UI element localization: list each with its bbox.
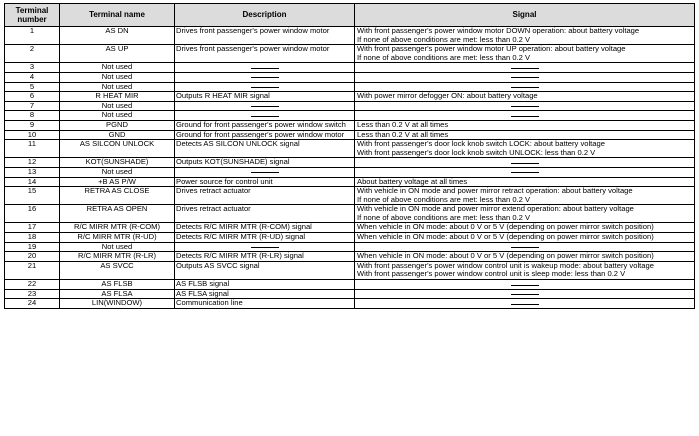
dash-mark: [511, 304, 539, 305]
table-row: [5, 130, 695, 140]
description-cell: Drives retract actuator: [175, 205, 355, 223]
signal-cell-empty: [355, 299, 695, 309]
table-row: [5, 205, 695, 223]
signal-cell: [355, 140, 695, 158]
signal-cell-empty: [355, 158, 695, 168]
table-row: [5, 299, 695, 309]
description-cell: AS FLSB signal: [175, 280, 355, 290]
signal-cell: [355, 205, 695, 223]
description-cell-empty: [175, 82, 355, 92]
terminal-number-cell: 9: [5, 120, 60, 130]
signal-line: With front passenger's power window motor UP operation: about battery voltage: [357, 44, 626, 54]
signal-line: With front passenger's power window motor DOWN operation: about battery voltage: [357, 26, 640, 35]
terminal-name-cell: +B AS P/W: [60, 177, 175, 187]
signal-cell: [355, 45, 695, 63]
signal-line: Less than 0.2 V at all times: [357, 130, 449, 139]
description-cell-empty: [175, 72, 355, 82]
description-cell: Ground for front passenger's power window motor: [175, 130, 355, 140]
terminal-number-cell: 8: [5, 111, 60, 121]
dash-mark: [251, 116, 279, 117]
signal-cell-empty: [355, 111, 695, 121]
dash-mark: [511, 77, 539, 78]
description-cell: Outputs R HEAT MIR signal: [175, 92, 355, 102]
signal-line: If none of above conditions are met: less than 0.2 V: [357, 212, 531, 222]
table-row: [5, 92, 695, 102]
signal-line: About battery voltage at all times: [357, 177, 468, 186]
dash-mark: [511, 163, 539, 164]
header-terminal-number: Terminal number: [5, 4, 60, 27]
signal-cell: [355, 223, 695, 233]
dash-mark: [511, 106, 539, 107]
signal-line: If none of above conditions are met: less than 0.2 V: [357, 52, 531, 62]
terminal-name-cell: R/C MIRR MTR (R-COM): [60, 223, 175, 233]
table-row: [5, 72, 695, 82]
terminal-name-cell: R/C MIRR MTR (R-UD): [60, 233, 175, 243]
terminal-name-cell: RETRA AS OPEN: [60, 205, 175, 223]
signal-cell: [355, 187, 695, 205]
description-cell: Ground for front passenger's power window switch: [175, 120, 355, 130]
description-cell: Detects R/C MIRR MTR (R-UD) signal: [175, 233, 355, 243]
signal-cell: [355, 120, 695, 130]
terminal-number-cell: 4: [5, 72, 60, 82]
terminal-number-cell: 18: [5, 233, 60, 243]
table-row: [5, 280, 695, 290]
description-cell: Detects R/C MIRR MTR (R-COM) signal: [175, 223, 355, 233]
terminal-name-cell: AS UP: [60, 45, 175, 63]
terminal-name-cell: KOT(SUNSHADE): [60, 158, 175, 168]
description-cell: Drives front passenger's power window motor: [175, 27, 355, 45]
dash-mark: [511, 68, 539, 69]
signal-line: With front passenger's door lock knob switch UNLOCK: less than 0.2 V: [357, 147, 596, 157]
dash-mark: [251, 172, 279, 173]
terminal-number-cell: 7: [5, 101, 60, 111]
terminal-table: [4, 3, 695, 309]
signal-line: With vehicle in ON mode and power mirror extend operation: about battery voltage: [357, 204, 634, 214]
header-description: Description: [175, 4, 355, 27]
terminal-name-cell: R/C MIRR MTR (R-LR): [60, 252, 175, 262]
terminal-name-cell: Not used: [60, 82, 175, 92]
terminal-number-cell: 24: [5, 299, 60, 309]
table-row: [5, 158, 695, 168]
signal-cell: [355, 252, 695, 262]
terminal-number-cell: 16: [5, 205, 60, 223]
signal-line: With front passenger's power window control unit is sleep mode: less than 0.2 V: [357, 269, 626, 279]
terminal-number-cell: 13: [5, 167, 60, 177]
dash-mark: [251, 247, 279, 248]
terminal-name-cell: Not used: [60, 242, 175, 252]
header-signal: Signal: [355, 4, 695, 27]
terminal-number-cell: 15: [5, 187, 60, 205]
terminal-number-cell: 14: [5, 177, 60, 187]
table-row: [5, 140, 695, 158]
signal-cell-empty: [355, 280, 695, 290]
signal-line: Less than 0.2 V at all times: [357, 120, 449, 129]
table-row: [5, 63, 695, 73]
table-row: [5, 289, 695, 299]
description-cell: Detects R/C MIRR MTR (R-LR) signal: [175, 252, 355, 262]
description-cell-empty: [175, 63, 355, 73]
dash-mark: [511, 172, 539, 173]
terminal-name-cell: AS FLSB: [60, 280, 175, 290]
table-row: [5, 45, 695, 63]
terminal-number-cell: 1: [5, 27, 60, 45]
signal-line: When vehicle in ON mode: about 0 V or 5 V (depending on power mirror switch position): [357, 232, 654, 242]
terminal-number-cell: 10: [5, 130, 60, 140]
dash-mark: [511, 87, 539, 88]
description-cell: Power source for control unit: [175, 177, 355, 187]
terminal-number-cell: 19: [5, 242, 60, 252]
dash-mark: [251, 87, 279, 88]
description-cell-empty: [175, 242, 355, 252]
description-cell: Outputs AS SVCC signal: [175, 261, 355, 279]
signal-line: When vehicle in ON mode: about 0 V or 5 V (depending on power mirror switch position): [357, 251, 654, 261]
terminal-number-cell: 22: [5, 280, 60, 290]
table-row: [5, 223, 695, 233]
terminal-name-cell: AS DN: [60, 27, 175, 45]
terminal-name-cell: RETRA AS CLOSE: [60, 187, 175, 205]
terminal-name-cell: AS SILCON UNLOCK: [60, 140, 175, 158]
terminal-name-cell: AS SVCC: [60, 261, 175, 279]
dash-mark: [511, 294, 539, 295]
terminal-number-cell: 12: [5, 158, 60, 168]
table-row: [5, 101, 695, 111]
terminal-name-cell: Not used: [60, 101, 175, 111]
terminal-name-cell: Not used: [60, 72, 175, 82]
table-row: [5, 167, 695, 177]
terminal-number-cell: 11: [5, 140, 60, 158]
terminal-name-cell: GND: [60, 130, 175, 140]
terminal-name-cell: PGND: [60, 120, 175, 130]
description-cell: Drives front passenger's power window motor: [175, 45, 355, 63]
signal-cell-empty: [355, 63, 695, 73]
table-row: [5, 82, 695, 92]
terminal-name-cell: R HEAT MIR: [60, 92, 175, 102]
signal-cell: [355, 177, 695, 187]
signal-line: With vehicle in ON mode and power mirror retract operation: about battery voltage: [357, 186, 633, 196]
signal-line: With front passenger's door lock knob switch LOCK: about battery voltage: [357, 139, 605, 149]
terminal-number-cell: 2: [5, 45, 60, 63]
table-row: [5, 252, 695, 262]
description-cell: AS FLSA signal: [175, 289, 355, 299]
description-cell: Drives retract actuator: [175, 187, 355, 205]
dash-mark: [511, 285, 539, 286]
signal-cell-empty: [355, 82, 695, 92]
signal-line: If none of above conditions are met: less than 0.2 V: [357, 194, 531, 204]
signal-cell-empty: [355, 167, 695, 177]
terminal-number-cell: 6: [5, 92, 60, 102]
signal-cell-empty: [355, 72, 695, 82]
signal-cell-empty: [355, 289, 695, 299]
terminal-number-cell: 3: [5, 63, 60, 73]
terminal-table-container: [4, 3, 695, 309]
dash-mark: [251, 106, 279, 107]
terminal-number-cell: 17: [5, 223, 60, 233]
terminal-number-cell: 20: [5, 252, 60, 262]
signal-cell: [355, 233, 695, 243]
signal-line: With front passenger's power window control unit is wakeup mode: about battery voltage: [357, 261, 654, 270]
terminal-name-cell: Not used: [60, 111, 175, 121]
table-row: [5, 261, 695, 279]
description-cell-empty: [175, 167, 355, 177]
table-row: [5, 242, 695, 252]
table-row: [5, 187, 695, 205]
header-terminal-name: Terminal name: [60, 4, 175, 27]
dash-mark: [511, 247, 539, 248]
signal-cell-empty: [355, 242, 695, 252]
signal-cell: [355, 92, 695, 102]
terminal-number-cell: 23: [5, 289, 60, 299]
dash-mark: [251, 77, 279, 78]
terminal-number-cell: 21: [5, 261, 60, 279]
terminal-name-cell: LIN(WINDOW): [60, 299, 175, 309]
signal-line: When vehicle in ON mode: about 0 V or 5 V (depending on power mirror switch position): [357, 222, 654, 232]
description-cell: Communication line: [175, 299, 355, 309]
table-row: [5, 120, 695, 130]
terminal-number-cell: 5: [5, 82, 60, 92]
table-row: [5, 27, 695, 45]
signal-line: If none of above conditions are met: less than 0.2 V: [357, 34, 531, 44]
description-cell: Detects AS SILCON UNLOCK signal: [175, 140, 355, 158]
description-cell-empty: [175, 111, 355, 121]
terminal-name-cell: Not used: [60, 167, 175, 177]
signal-cell-empty: [355, 101, 695, 111]
signal-line: With power mirror defogger ON: about battery voltage: [357, 91, 538, 101]
dash-mark: [251, 68, 279, 69]
signal-cell: [355, 27, 695, 45]
table-row: [5, 233, 695, 243]
signal-cell: [355, 130, 695, 140]
table-body: [5, 27, 695, 309]
description-cell: Outputs KOT(SUNSHADE) signal: [175, 158, 355, 168]
table-row: [5, 111, 695, 121]
dash-mark: [511, 116, 539, 117]
terminal-name-cell: AS FLSA: [60, 289, 175, 299]
signal-cell: [355, 261, 695, 279]
table-header-row: [5, 4, 695, 27]
table-row: [5, 177, 695, 187]
terminal-name-cell: Not used: [60, 63, 175, 73]
description-cell-empty: [175, 101, 355, 111]
